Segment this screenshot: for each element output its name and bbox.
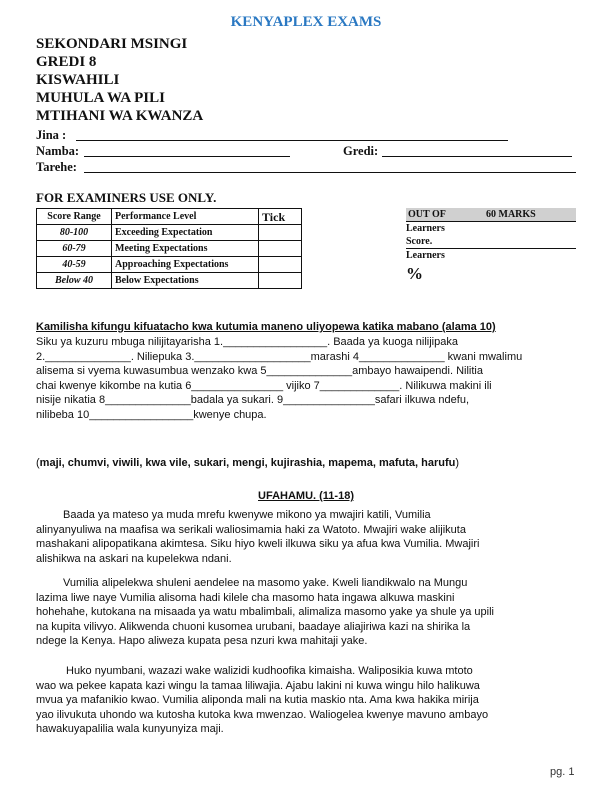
- name-label: Jina :: [36, 128, 67, 142]
- table-row: [37, 241, 302, 257]
- cloze-line: 2.______________. Niliepuka 3.___________________marashi 4______________ kwani mwalimu: [36, 350, 523, 363]
- total-marks: 60 MARKS: [486, 209, 536, 220]
- word-bank-close-paren: ): [455, 457, 460, 469]
- passage-line: mashakani alipopatikana akimtesa. Siku hiyo kweli ilkuwa siku ya afua kwa Vumilia. Mwajiri: [36, 538, 480, 550]
- passage-line: yao ilivukuta uhondo wa kutosha kutoka kwa mwenzao. Waliogelea kwenye mavuno ambayo: [36, 708, 489, 721]
- score-range: 60-79: [37, 241, 112, 257]
- score-range: 80-100: [37, 225, 112, 241]
- passage-line: hohehahe, kutokana na misaada ya watu mbalimbali, alimaliza masomo yake ya shule ya upili: [36, 606, 494, 618]
- learners-score-label-1: Learners: [406, 223, 445, 234]
- table-row: [37, 273, 302, 289]
- tick-cell[interactable]: [259, 273, 302, 289]
- word-bank-list: maji, chumvi, viwili, kwa vile, sukari, mengi, kujirashia, mapema, mafuta, harufu: [39, 457, 456, 469]
- score-range: Below 40: [37, 273, 112, 289]
- col-score-range: Score Range: [37, 209, 112, 225]
- comprehension-title: UFAHAMU. (11-18): [258, 490, 354, 502]
- cloze-line: alisema si vyema kuwasumbua wenzako kwa 5______________ambayo hawaipendi. Nilitia: [36, 365, 483, 377]
- subject-title: KISWAHILI: [36, 72, 120, 88]
- percent-sign: %: [406, 264, 423, 283]
- number-label: Namba:: [36, 144, 80, 158]
- table-row: [37, 225, 302, 241]
- passage-line: alishikwa na askari na kupelekwa ndani.: [36, 552, 232, 565]
- passage-line: alinyanyuliwa na maafisa wa serikali waliosimamia haki za Watoto. Mwajiri wake alijikuta: [36, 523, 466, 536]
- name-field[interactable]: [76, 140, 508, 141]
- passage-line: wao wa pekee kapata kazi wingu la tamaa liliwajia. Ajabu lakini ni kuwa wingu hilo halikuwa: [36, 679, 480, 692]
- score-table-header: [37, 209, 302, 225]
- performance-level: Below Expectations: [112, 273, 259, 289]
- cloze-line: Siku ya kuzuru mbuga nilijitayarisha 1._________________. Baada ya kuoga nilijipaka: [36, 336, 458, 348]
- grade-level: GREDI 8: [36, 54, 97, 70]
- number-field[interactable]: [84, 156, 290, 157]
- cloze-passage: [36, 335, 581, 422]
- performance-level: Meeting Expectations: [112, 241, 259, 257]
- out-of-label: OUT OF: [408, 209, 446, 220]
- grade-label: Gredi:: [343, 144, 379, 158]
- word-bank-open-paren: (: [36, 457, 40, 469]
- col-tick: Tick: [259, 209, 302, 225]
- tick-cell[interactable]: [259, 257, 302, 273]
- date-field[interactable]: [84, 172, 576, 173]
- section-instruction: Kamilisha kifungu kifuatacho kwa kutumia maneno uliyopewa katika mabano (alama 10): [36, 321, 496, 333]
- passage-line: Vumilia alipelekwa shuleni aendelee na masomo yake. Kweli liandikwalo na Mungu: [63, 577, 468, 589]
- exam-header: [36, 35, 203, 125]
- comprehension-paragraph-3: [36, 664, 581, 737]
- passage-line: ndege la Kenya. Hapo aliweza kupata pesa nzuri kwa mahitaji yake.: [36, 635, 368, 647]
- exam-brand: KENYAPLEX EXAMS: [230, 14, 382, 30]
- tick-cell[interactable]: [259, 225, 302, 241]
- passage-line: Baada ya mateso ya muda mrefu kwenywe mikono ya mwajiri katili, Vumilia: [63, 509, 431, 521]
- marks-box: [406, 208, 576, 284]
- out-of-bar: [406, 208, 576, 222]
- date-label: Tarehe:: [36, 160, 77, 174]
- tick-cell[interactable]: [259, 241, 302, 257]
- page-number: pg. 1: [550, 766, 575, 778]
- score-table: [36, 208, 302, 289]
- table-row: [37, 257, 302, 273]
- term-title: MUHULA WA PILI: [36, 90, 165, 106]
- examiners-title: FOR EXAMINERS USE ONLY.: [36, 190, 217, 205]
- school-level: SEKONDARI MSINGI: [36, 36, 188, 52]
- cloze-line: nilibeba 10_________________kwenye chupa.: [36, 408, 267, 421]
- passage-line: na kupita vilivyo. Alikwenda chuoni kusomea urubani, baadaye aliajiriwa kazi na shirika la: [36, 620, 471, 633]
- cloze-line: nisije nikatia 8______________badala ya sukari. 9_______________safari ilkuwa ndefu,: [36, 394, 470, 406]
- cloze-line: chai kwenye kikombe na kutia 6_______________ vijiko 7_____________. Nilikuwa makini ili: [36, 379, 492, 392]
- passage-line: Huko nyumbani, wazazi wake walizidi kudhoofika kimaisha. Waliposikia kuwa mtoto: [66, 665, 473, 677]
- performance-level: Exceeding Expectation: [112, 225, 259, 241]
- comprehension-paragraph-1: [36, 508, 581, 566]
- exam-title: MTIHANI WA KWANZA: [36, 108, 204, 124]
- word-bank: [36, 457, 459, 469]
- passage-line: mvua ya mafanikio kwao. Vumilia aliponda mali na kutia maskio nta. Ama kwa hakika mirija: [36, 694, 479, 706]
- col-performance-level: Performance Level: [112, 209, 259, 225]
- passage-line: hawakuyapalilia wala kunyunyiza maji.: [36, 723, 224, 735]
- learners-label: Learners: [406, 250, 445, 261]
- passage-line: lazima liwe naye Vumilia alisoma hadi kilele cha masomo hata ingawa alkuwa maskini: [36, 591, 455, 604]
- score-range: 40-59: [37, 257, 112, 273]
- comprehension-paragraph-2: [36, 576, 581, 649]
- performance-level: Approaching Expectations: [112, 257, 259, 273]
- grade-field[interactable]: [382, 156, 572, 157]
- learners-score-label-2: Score.: [406, 235, 576, 249]
